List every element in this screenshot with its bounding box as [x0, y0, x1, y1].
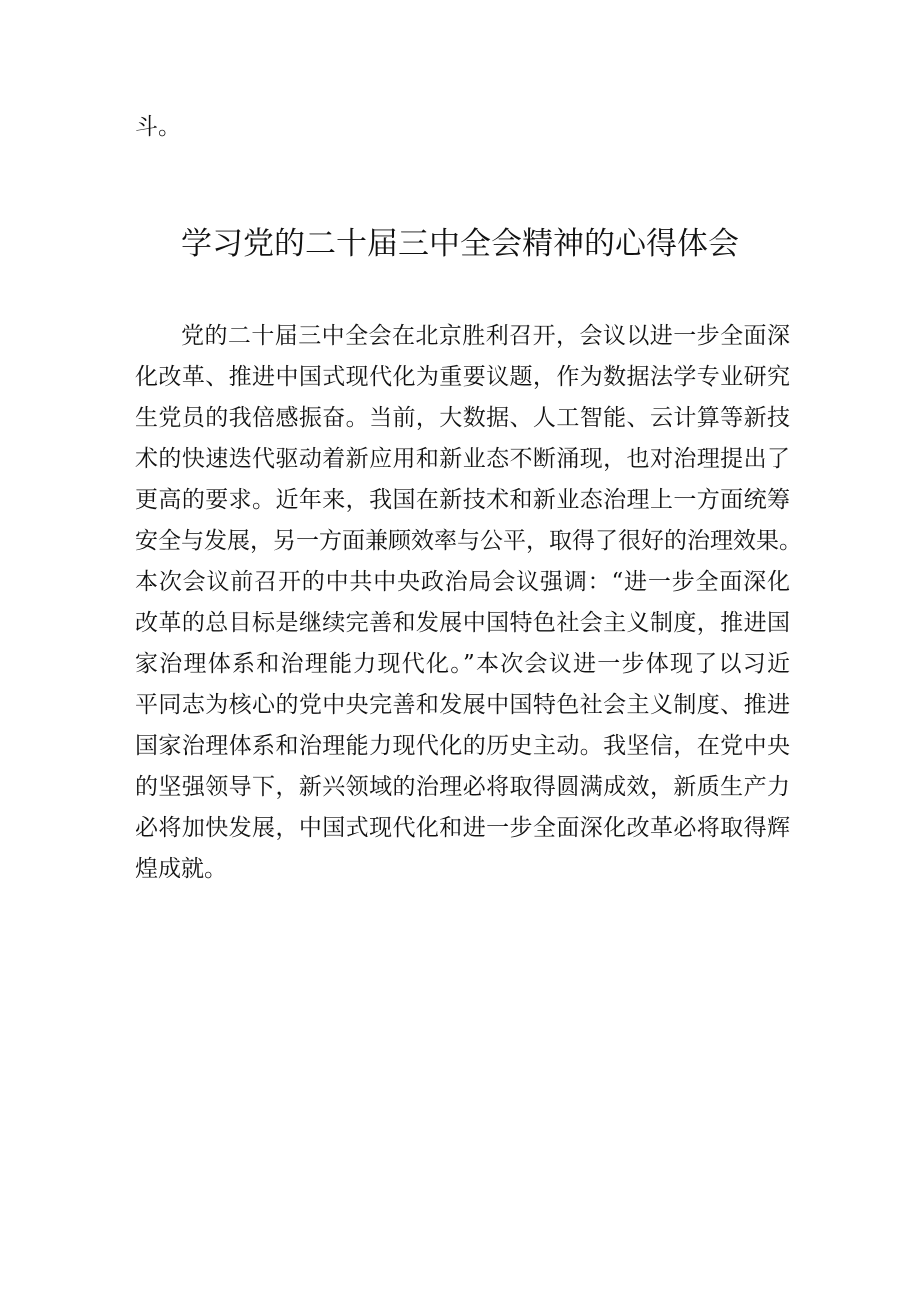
paragraph-line: 必将加快发展，中国式现代化和进一步全面深化改革必将取得辉 [135, 815, 790, 841]
paragraph-line: 更高的要求。近年来，我国在新技术和新业态治理上一方面统筹 [135, 487, 790, 513]
paragraph-line: 家治理体系和治理能力现代化。”本次会议进一步体现了以习近 [135, 651, 790, 677]
paragraph-line: 平同志为核心的党中央完善和发展中国特色社会主义制度、推进 [135, 692, 790, 718]
paragraph-line: 本次会议前召开的中共中央政治局会议强调：“进一步全面深化 [135, 569, 790, 595]
continuation-text: 斗。 [135, 114, 181, 140]
body-paragraph [135, 316, 802, 890]
paragraph-line: 党的二十届三中全会在北京胜利召开，会议以进一步全面深 [181, 323, 790, 349]
paragraph-line: 安全与发展，另一方面兼顾效率与公平，取得了很好的治理效果。 [135, 528, 802, 554]
paragraph-line: 化改革、推进中国式现代化为重要议题，作为数据法学专业研究 [135, 364, 790, 390]
paragraph-line: 生党员的我倍感振奋。当前，大数据、人工智能、云计算等新技 [135, 405, 790, 431]
page-title: 学习党的二十届三中全会精神的心得体会 [181, 226, 739, 262]
paragraph-line: 改革的总目标是继续完善和发展中国特色社会主义制度，推进国 [135, 610, 790, 636]
paragraph-line: 术的快速迭代驱动着新应用和新业态不断涌现，也对治理提出了 [135, 446, 790, 472]
paragraph-line: 国家治理体系和治理能力现代化的历史主动。我坚信，在党中央 [135, 733, 790, 759]
paragraph-line: 煌成就。 [135, 856, 227, 882]
paragraph-line: 的坚强领导下，新兴领域的治理必将取得圆满成效，新质生产力 [135, 774, 790, 800]
